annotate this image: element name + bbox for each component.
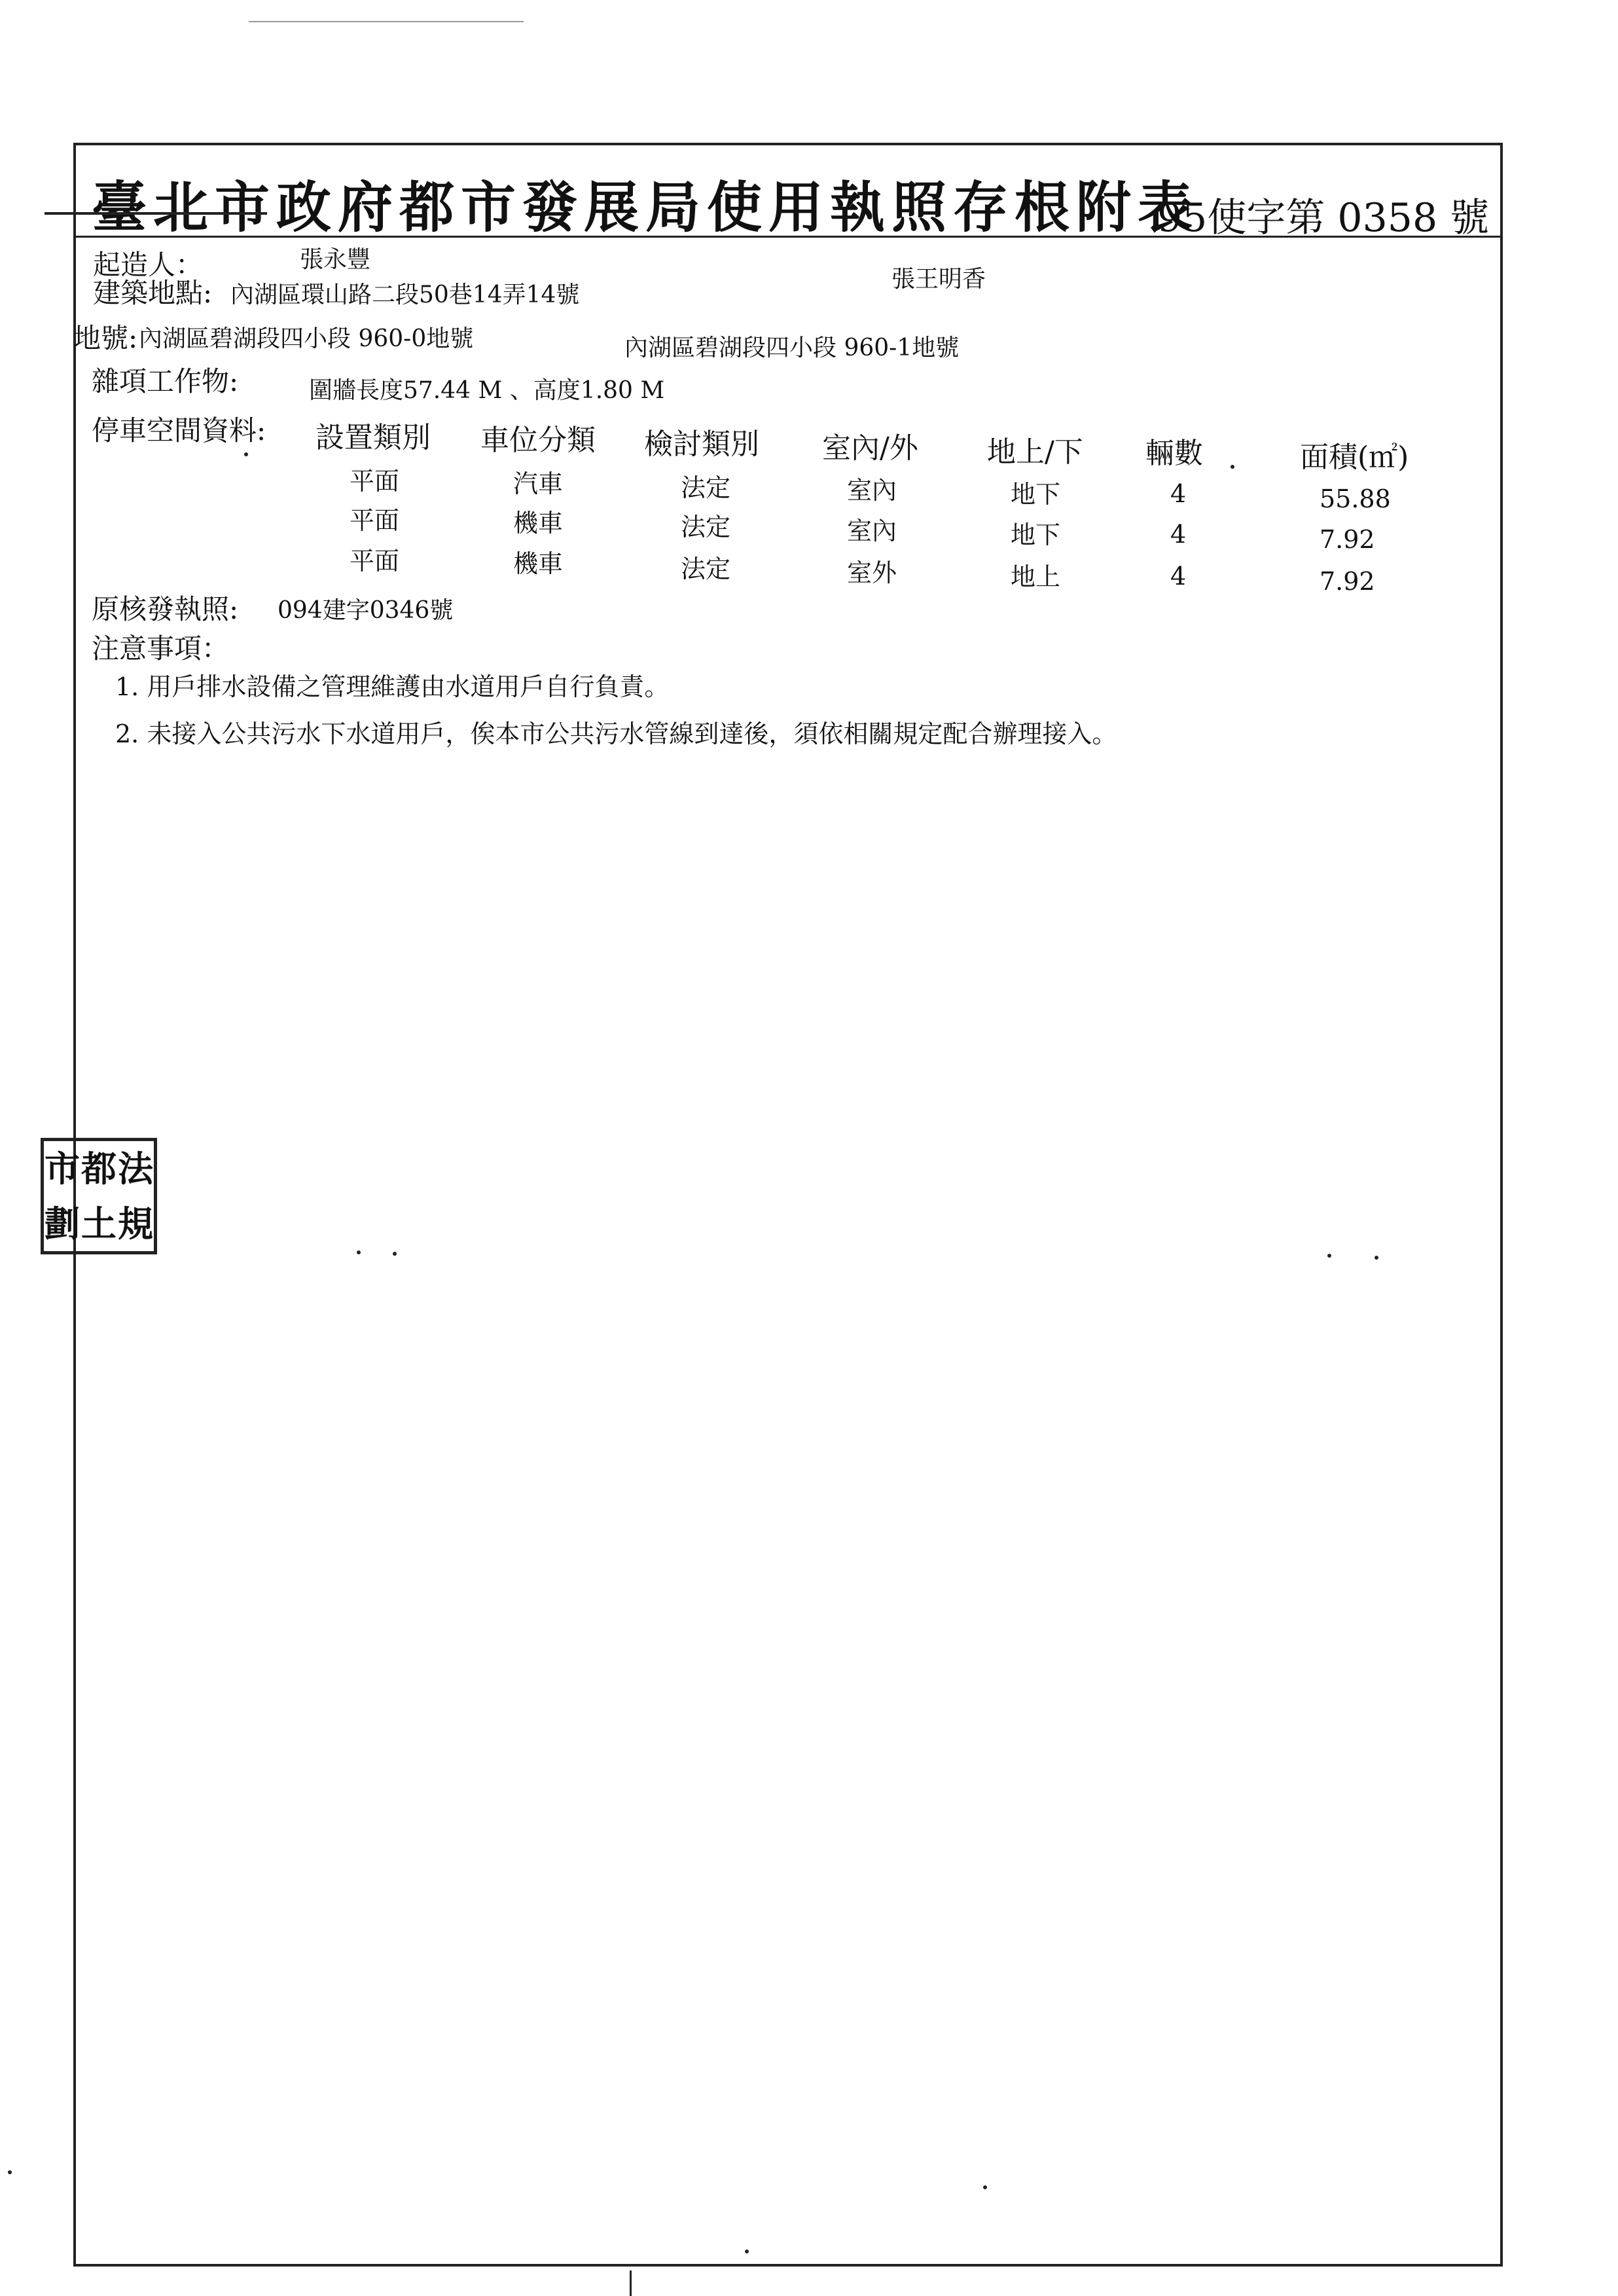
scan-speck <box>393 1252 397 1256</box>
original-permit-label: 原核發執照: <box>92 593 239 625</box>
lot-label: 地號: <box>73 322 138 354</box>
header-count: 輛數 <box>1145 437 1203 470</box>
note-item-2: 2. 未接入公共污水下水道用戶，俟本市公共污水管線到達後，須依相關規定配合辦理接入。 <box>115 720 1117 748</box>
header-setup-type: 設置類別 <box>315 421 431 454</box>
seal-char: 劃 <box>45 1203 80 1245</box>
parking-label: 停車空間資料: <box>92 414 266 446</box>
permit-number: 95使字第 0358 號 <box>1157 195 1490 241</box>
document-title: 臺北市政府都市發展局使用執照存根附表 <box>92 175 1200 240</box>
builder-name-2: 張王明香 <box>891 266 986 293</box>
scan-speck <box>8 2170 12 2174</box>
header-area: 面積(㎡) <box>1300 441 1409 474</box>
seal-char: 法 <box>118 1148 153 1190</box>
cell-area: 7.92 <box>1320 525 1375 554</box>
cell-review-type: 法定 <box>681 473 731 502</box>
scan-speck <box>745 2250 749 2253</box>
lot-value-1: 內湖區碧湖段四小段 960-0地號 <box>139 325 474 352</box>
seal-char: 市 <box>45 1148 80 1190</box>
seal-char: 土 <box>81 1203 117 1245</box>
cell-above-below: 地下 <box>1011 520 1061 549</box>
cell-count: 4 <box>1170 562 1187 591</box>
misc-works-label: 雜項工作物: <box>92 365 239 397</box>
scan-speck <box>983 2185 987 2189</box>
document-frame <box>73 143 1503 2267</box>
cell-space-class: 機車 <box>513 509 564 538</box>
site-label: 建築地點: <box>93 277 213 309</box>
cell-count: 4 <box>1170 479 1187 508</box>
cell-setup-type: 平面 <box>350 506 400 535</box>
cell-space-class: 汽車 <box>513 469 564 498</box>
seal-char: 都 <box>81 1148 117 1190</box>
builder-name-1: 張永豐 <box>300 246 371 273</box>
scan-speck <box>1327 1254 1331 1258</box>
cell-count: 4 <box>1170 520 1187 549</box>
scan-mark <box>249 21 524 22</box>
cell-above-below: 地下 <box>1011 480 1061 509</box>
cell-indoor-outdoor: 室外 <box>847 558 897 587</box>
header-review-type: 檢討類別 <box>644 428 759 461</box>
cell-indoor-outdoor: 室內 <box>847 476 897 505</box>
cell-review-type: 法定 <box>681 513 731 541</box>
cell-area: 7.92 <box>1320 567 1375 596</box>
cell-above-below: 地上 <box>1011 562 1061 591</box>
site-value: 內湖區環山路二段50巷14弄14號 <box>230 282 580 308</box>
cell-area: 55.88 <box>1320 484 1391 513</box>
original-permit-value: 094建字0346號 <box>278 597 454 624</box>
misc-works-value: 圍牆長度57.44 M 、高度1.80 M <box>309 377 665 404</box>
cell-space-class: 機車 <box>513 549 564 578</box>
scan-speck <box>244 452 248 456</box>
cell-review-type: 法定 <box>681 555 731 583</box>
header-space-class: 車位分類 <box>480 424 596 457</box>
cell-indoor-outdoor: 室內 <box>847 517 897 545</box>
note-item-1: 1. 用戶排水設備之管理維護由水道用戶自行負責。 <box>115 672 670 701</box>
notes-label: 注意事項： <box>92 632 230 665</box>
scan-speck <box>1375 1256 1378 1260</box>
official-seal <box>41 1138 157 1254</box>
header-above-below: 地上/下 <box>987 435 1083 469</box>
header-indoor-outdoor: 室內/外 <box>822 431 918 465</box>
title-strike-line <box>45 212 267 215</box>
cell-setup-type: 平面 <box>350 547 400 575</box>
seal-char: 規 <box>118 1203 153 1245</box>
scan-speck <box>1231 465 1234 469</box>
scan-tick-mark <box>630 2270 632 2296</box>
builder-label: 起造人： <box>93 249 204 281</box>
scan-speck <box>357 1250 361 1254</box>
lot-value-2: 內湖區碧湖段四小段 960-1地號 <box>624 335 960 361</box>
cell-setup-type: 平面 <box>350 467 400 496</box>
